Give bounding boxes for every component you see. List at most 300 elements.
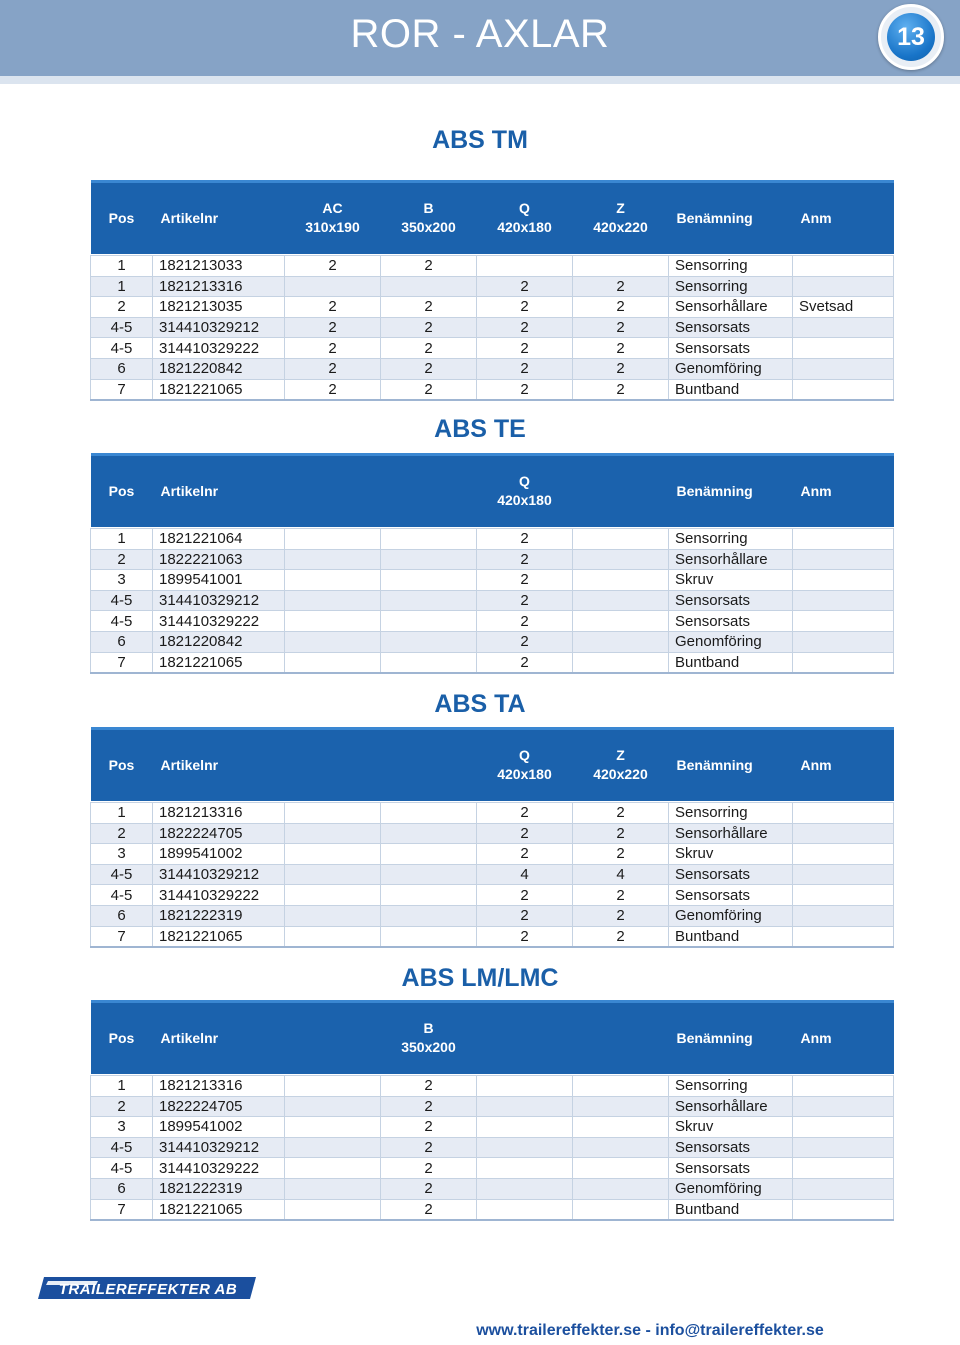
cell-qty-q: 2 [477,529,573,550]
cell-qty-q: 2 [477,379,573,400]
table-row [91,885,894,906]
cell-benamning: Sensorring [669,803,793,824]
cell-anm [793,549,894,570]
cell-empty [285,590,381,611]
col-header-benamning: Benämning [669,455,793,527]
cell-qty-q: 2 [477,570,573,591]
cell-anm [793,358,894,379]
cell-empty [573,1096,669,1117]
col-header-artikelnr: Artikelnr [153,1002,285,1074]
cell-pos: 7 [91,652,153,673]
cell-qty-ac: 2 [285,297,381,318]
col-header-z: Z 420x220 [573,729,669,801]
cell-pos: 6 [91,905,153,926]
cell-benamning: Genomföring [669,905,793,926]
table-row [91,549,894,570]
table-row [91,1199,894,1220]
cell-empty [381,864,477,885]
cell-empty [285,864,381,885]
cell-pos: 3 [91,844,153,865]
cell-empty [573,652,669,673]
page-number-badge [878,4,944,70]
col-header-z: Z 420x220 [573,182,669,254]
cell-qty-b: 2 [381,317,477,338]
cell-artikelnr: 1821221065 [153,379,285,400]
cell-empty [477,1199,573,1220]
cell-qty-q: 2 [477,652,573,673]
cell-empty [477,1178,573,1199]
cell-anm [793,379,894,400]
cell-artikelnr: 1822224705 [153,823,285,844]
cell-qty-q: 2 [477,885,573,906]
cell-benamning: Sensorring [669,529,793,550]
svg-text:TRAILEREFFEKTER AB: TRAILEREFFEKTER AB [58,1281,238,1298]
cell-benamning: Sensorsats [669,611,793,632]
cell-qty-z: 2 [573,926,669,947]
cell-empty [381,885,477,906]
cell-artikelnr: 1821213316 [153,1076,285,1097]
col-header-anm: Anm [793,182,894,254]
cell-benamning: Sensorsats [669,1137,793,1158]
col-header-q: Q 420x180 [477,455,573,527]
cell-qty-b: 2 [381,256,477,277]
cell-qty-q: 2 [477,276,573,297]
cell-pos: 2 [91,1096,153,1117]
cell-artikelnr: 1821213316 [153,276,285,297]
cell-anm [793,823,894,844]
cell-pos: 6 [91,358,153,379]
cell-empty [381,905,477,926]
cell-anm [793,926,894,947]
cell-empty [573,1076,669,1097]
cell-anm [793,276,894,297]
table-row [91,379,894,400]
table-row [91,256,894,277]
cell-pos: 2 [91,549,153,570]
cell-benamning: Sensorsats [669,864,793,885]
table-row [91,570,894,591]
col-header-artikelnr: Artikelnr [153,182,285,254]
cell-qty-q: 2 [477,358,573,379]
table-row [91,1076,894,1097]
table-row [91,1158,894,1179]
cell-qty-b: 2 [381,297,477,318]
cell-empty [573,549,669,570]
cell-empty [285,803,381,824]
cell-artikelnr: 1821220842 [153,631,285,652]
cell-artikelnr: 1821222319 [153,1178,285,1199]
cell-benamning: Skruv [669,1117,793,1138]
cell-pos: 3 [91,570,153,591]
trailereffekter-logo [38,1275,258,1301]
table-row [91,652,894,673]
table-row [91,1096,894,1117]
cell-qty-ac: 2 [285,358,381,379]
cell-artikelnr: 1821221065 [153,1199,285,1220]
cell-qty-z: 2 [573,803,669,824]
table-abs-tm [90,180,894,401]
header-stripe [0,76,960,84]
cell-qty-q: 4 [477,864,573,885]
cell-artikelnr: 314410329222 [153,1158,285,1179]
cell-empty [573,611,669,632]
cell-pos: 1 [91,529,153,550]
cell-pos: 4-5 [91,590,153,611]
cell-anm [793,844,894,865]
table-row [91,905,894,926]
cell-empty [381,803,477,824]
cell-qty-z [573,256,669,277]
page-title: ROR - AXLAR [350,12,610,56]
cell-empty [573,529,669,550]
footer-contact [0,1322,960,1340]
table-row [91,1117,894,1138]
cell-qty-z: 2 [573,276,669,297]
cell-anm [793,905,894,926]
cell-empty [285,1137,381,1158]
cell-artikelnr: 314410329212 [153,1137,285,1158]
cell-anm [793,590,894,611]
cell-empty [285,1158,381,1179]
col-header-q: Q 420x180 [477,182,573,254]
cell-artikelnr: 1899541002 [153,844,285,865]
cell-qty-q: 2 [477,590,573,611]
table-abs-te [90,453,894,674]
col-header-blank [573,455,669,527]
table-row [91,803,894,824]
table-abs-ta [90,727,894,948]
cell-qty-q: 2 [477,297,573,318]
cell-empty [381,570,477,591]
cell-qty-ac [285,276,381,297]
col-header-artikelnr: Artikelnr [153,729,285,801]
cell-anm [793,1178,894,1199]
col-header-q: Q 420x180 [477,729,573,801]
cell-empty [285,631,381,652]
col-header-pos: Pos [91,182,153,254]
cell-empty [285,1076,381,1097]
cell-qty-z: 2 [573,358,669,379]
cell-empty [285,1199,381,1220]
cell-qty-q: 2 [477,905,573,926]
col-header-anm: Anm [793,729,894,801]
cell-qty-z: 2 [573,844,669,865]
cell-artikelnr: 1899541002 [153,1117,285,1138]
cell-qty-z: 2 [573,379,669,400]
cell-anm [793,652,894,673]
col-header-anm: Anm [793,455,894,527]
cell-qty-z: 2 [573,338,669,359]
cell-anm [793,317,894,338]
cell-pos: 4-5 [91,338,153,359]
cell-qty-q: 2 [477,803,573,824]
cell-qty-q: 2 [477,823,573,844]
footer-contact-link[interactable]: www.trailereffekter.se - info@trailereffekter.se [476,1322,824,1339]
cell-anm [793,570,894,591]
cell-empty [285,885,381,906]
cell-artikelnr: 1899541001 [153,570,285,591]
cell-artikelnr: 1822221063 [153,549,285,570]
col-header-blank [285,455,381,527]
cell-pos: 4-5 [91,885,153,906]
cell-benamning: Sensorsats [669,317,793,338]
table-row [91,844,894,865]
cell-empty [285,549,381,570]
cell-anm [793,631,894,652]
cell-benamning: Skruv [669,570,793,591]
cell-empty [381,652,477,673]
cell-empty [573,1178,669,1199]
cell-qty-ac: 2 [285,379,381,400]
cell-artikelnr: 314410329222 [153,338,285,359]
cell-qty-ac: 2 [285,256,381,277]
cell-artikelnr: 1822224705 [153,1096,285,1117]
cell-benamning: Sensorsats [669,590,793,611]
cell-empty [477,1096,573,1117]
cell-pos: 6 [91,631,153,652]
cell-empty [285,905,381,926]
cell-artikelnr: 314410329212 [153,317,285,338]
cell-pos: 4-5 [91,1137,153,1158]
cell-anm [793,1137,894,1158]
cell-artikelnr: 314410329222 [153,885,285,906]
col-header-blank [285,1002,381,1074]
cell-empty [285,570,381,591]
cell-anm [793,1158,894,1179]
cell-pos: 4-5 [91,864,153,885]
cell-empty [381,611,477,632]
col-header-anm: Anm [793,1002,894,1074]
cell-benamning: Genomföring [669,358,793,379]
cell-empty [573,1158,669,1179]
table-row [91,590,894,611]
cell-empty [477,1137,573,1158]
cell-pos: 4-5 [91,317,153,338]
cell-qty-q: 2 [477,338,573,359]
cell-empty [381,590,477,611]
cell-anm [793,1096,894,1117]
table-abs-lm [90,1000,894,1221]
cell-qty-q: 2 [477,631,573,652]
cell-empty [573,1137,669,1158]
cell-pos: 1 [91,276,153,297]
cell-benamning: Sensorsats [669,885,793,906]
cell-qty-b: 2 [381,1117,477,1138]
cell-pos: 2 [91,823,153,844]
cell-qty-z: 2 [573,823,669,844]
section-title-abs-lm: ABS LM/LMC [401,964,559,992]
cell-empty [285,1117,381,1138]
cell-empty [573,570,669,591]
cell-artikelnr: 1821213033 [153,256,285,277]
cell-benamning: Buntband [669,1199,793,1220]
cell-anm: Svetsad [793,297,894,318]
cell-artikelnr: 314410329212 [153,864,285,885]
col-header-benamning: Benämning [669,729,793,801]
cell-qty-b: 2 [381,1137,477,1158]
cell-empty [285,529,381,550]
cell-benamning: Sensorring [669,1076,793,1097]
cell-anm [793,338,894,359]
cell-qty-b [381,276,477,297]
col-header-artikelnr: Artikelnr [153,455,285,527]
cell-benamning: Skruv [669,844,793,865]
cell-qty-b: 2 [381,338,477,359]
cell-artikelnr: 1821213035 [153,297,285,318]
table-row [91,864,894,885]
cell-empty [285,844,381,865]
col-header-benamning: Benämning [669,1002,793,1074]
cell-qty-ac: 2 [285,317,381,338]
cell-pos: 7 [91,1199,153,1220]
cell-qty-q: 2 [477,611,573,632]
cell-qty-q: 2 [477,549,573,570]
cell-empty [573,1117,669,1138]
cell-anm [793,529,894,550]
col-header-blank [381,729,477,801]
cell-anm [793,885,894,906]
cell-empty [285,823,381,844]
cell-anm [793,1117,894,1138]
cell-anm [793,864,894,885]
table-row [91,358,894,379]
cell-artikelnr: 314410329222 [153,611,285,632]
col-header-blank [573,1002,669,1074]
cell-empty [381,549,477,570]
table-row [91,338,894,359]
cell-pos: 7 [91,926,153,947]
col-header-b: B 350x200 [381,1002,477,1074]
cell-artikelnr: 1821221064 [153,529,285,550]
table-row [91,926,894,947]
section-title-abs-te: ABS TE [434,415,526,443]
cell-qty-b: 2 [381,1096,477,1117]
table-row [91,297,894,318]
cell-benamning: Buntband [669,379,793,400]
cell-benamning: Sensorsats [669,1158,793,1179]
cell-pos: 2 [91,297,153,318]
cell-qty-z: 2 [573,297,669,318]
col-header-blank [477,1002,573,1074]
cell-empty [285,1096,381,1117]
cell-pos: 4-5 [91,1158,153,1179]
cell-empty [477,1117,573,1138]
table-row [91,823,894,844]
cell-empty [477,1076,573,1097]
cell-artikelnr: 314410329212 [153,590,285,611]
cell-empty [381,926,477,947]
cell-empty [285,926,381,947]
cell-benamning: Buntband [669,926,793,947]
cell-empty [285,652,381,673]
cell-anm [793,256,894,277]
cell-empty [477,1158,573,1179]
cell-pos: 4-5 [91,611,153,632]
cell-empty [573,631,669,652]
cell-pos: 3 [91,1117,153,1138]
cell-benamning: Sensorhållare [669,297,793,318]
cell-pos: 6 [91,1178,153,1199]
cell-benamning: Sensorring [669,256,793,277]
cell-qty-b: 2 [381,379,477,400]
cell-artikelnr: 1821220842 [153,358,285,379]
col-header-ac: AC 310x190 [285,182,381,254]
cell-empty [285,1178,381,1199]
col-header-benamning: Benämning [669,182,793,254]
section-title-abs-tm: ABS TM [432,126,528,154]
cell-empty [573,590,669,611]
cell-qty-z: 2 [573,885,669,906]
cell-qty-b: 2 [381,1178,477,1199]
cell-empty [381,844,477,865]
cell-qty-z: 2 [573,317,669,338]
col-header-pos: Pos [91,1002,153,1074]
cell-anm [793,611,894,632]
table-row [91,611,894,632]
cell-artikelnr: 1821221065 [153,926,285,947]
cell-qty-b: 2 [381,1199,477,1220]
cell-benamning: Buntband [669,652,793,673]
cell-empty [573,1199,669,1220]
cell-anm [793,803,894,824]
table-row [91,529,894,550]
cell-pos: 1 [91,803,153,824]
table-row [91,631,894,652]
cell-qty-z: 2 [573,905,669,926]
cell-empty [381,823,477,844]
cell-benamning: Sensorhållare [669,1096,793,1117]
cell-benamning: Sensorring [669,276,793,297]
cell-pos: 7 [91,379,153,400]
cell-benamning: Sensorhållare [669,549,793,570]
cell-pos: 1 [91,256,153,277]
cell-qty-ac: 2 [285,338,381,359]
table-row [91,1178,894,1199]
cell-anm [793,1199,894,1220]
cell-artikelnr: 1821221065 [153,652,285,673]
col-header-blank [285,729,381,801]
cell-pos: 1 [91,1076,153,1097]
cell-empty [285,611,381,632]
table-row [91,317,894,338]
cell-benamning: Genomföring [669,1178,793,1199]
col-header-blank [381,455,477,527]
page-header [0,0,960,76]
cell-empty [381,631,477,652]
col-header-b: B 350x200 [381,182,477,254]
cell-qty-q [477,256,573,277]
cell-benamning: Sensorhållare [669,823,793,844]
cell-empty [381,529,477,550]
cell-qty-q: 2 [477,926,573,947]
table-row [91,1137,894,1158]
cell-artikelnr: 1821222319 [153,905,285,926]
cell-benamning: Genomföring [669,631,793,652]
cell-qty-b: 2 [381,1076,477,1097]
cell-qty-q: 2 [477,844,573,865]
section-title-abs-ta: ABS TA [434,690,526,718]
page-number: 13 [887,13,935,61]
cell-qty-q: 2 [477,317,573,338]
col-header-pos: Pos [91,455,153,527]
cell-qty-b: 2 [381,358,477,379]
cell-qty-b: 2 [381,1158,477,1179]
table-row [91,276,894,297]
cell-artikelnr: 1821213316 [153,803,285,824]
cell-qty-z: 4 [573,864,669,885]
col-header-pos: Pos [91,729,153,801]
cell-anm [793,1076,894,1097]
